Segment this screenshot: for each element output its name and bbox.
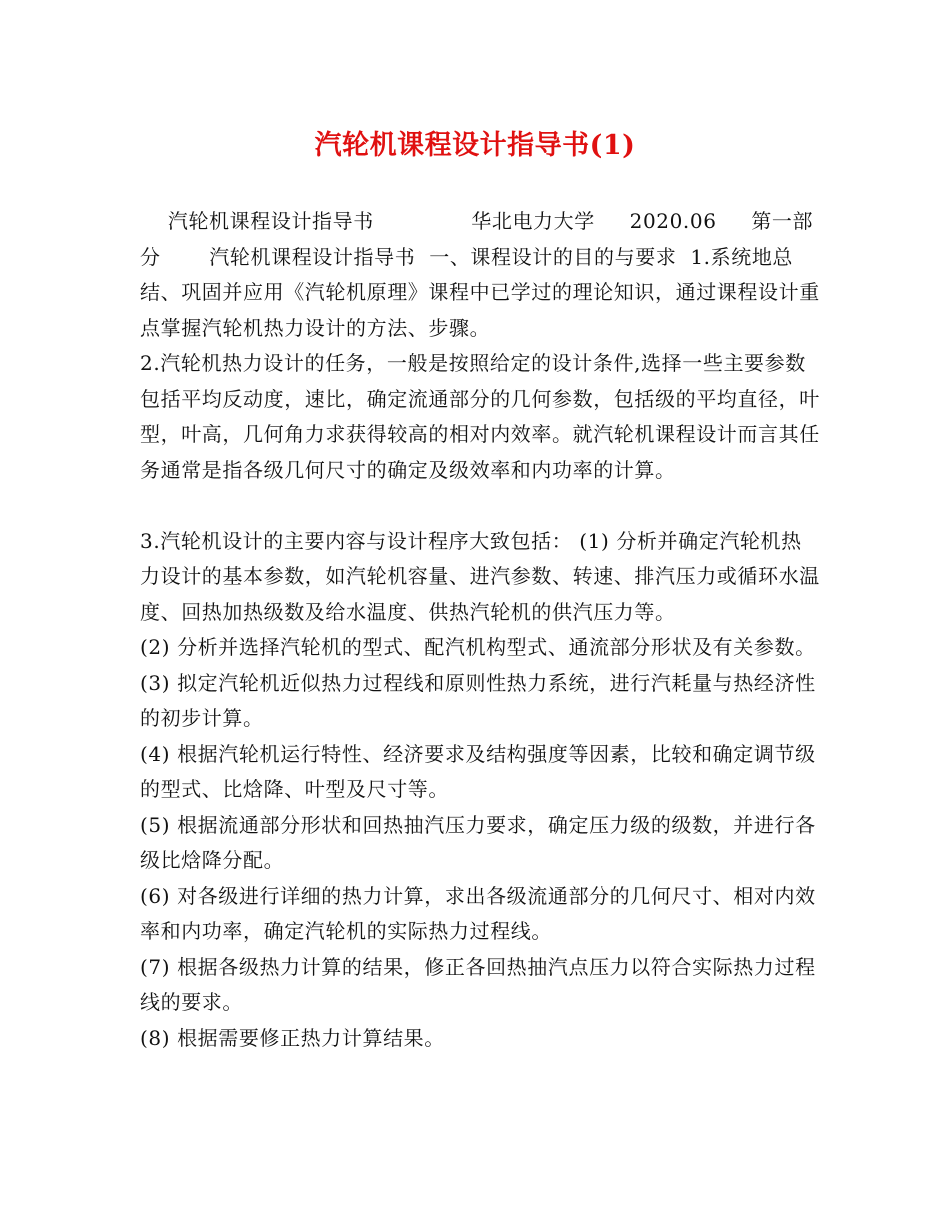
- paragraph-spacer: [140, 488, 820, 524]
- document-title: 汽轮机课程设计指导书(1): [314, 130, 636, 161]
- list-item-2: (2) 分析并选择汽轮机的型式、配汽机构型式、通流部分形状及有关参数。: [140, 635, 816, 659]
- paragraph-intro: 汽轮机课程设计指导书 华北电力大学 2020.06 第一部分 汽轮机课程设计指导书 一、课程设计的目的与要求 1.系统地总结、巩固并应用《汽轮机原理》课程中已学过的理论知识，通过课程设计重点掌握汽轮机热力设计的方法、步骤。: [140, 209, 820, 340]
- paragraph-design-content: 3.汽轮机设计的主要内容与设计程序大致包括： (1) 分析并确定汽轮机热力设计的基本参数，如汽轮机容量、进汽参数、转速、排汽压力或循环水温度、回热加热级数及给水温度、供热汽轮机的供汽压力等。: [140, 528, 820, 624]
- list-item-7: (7) 根据各级热力计算的结果，修正各回热抽汽点压力以符合实际热力过程线的要求。: [140, 954, 816, 1014]
- list-item-3: (3) 拟定汽轮机近似热力过程线和原则性热力系统，进行汽耗量与热经济性的初步计算。: [140, 670, 816, 730]
- list-item-4: (4) 根据汽轮机运行特性、经济要求及结构强度等因素，比较和确定调节级的型式、比焓降、叶型及尺寸等。: [140, 741, 816, 801]
- list-item-8: (8) 根据需要修正热力计算结果。: [140, 1025, 445, 1050]
- document-body: [140, 204, 820, 1056]
- paragraph-design-task: 2.汽轮机热力设计的任务，一般是按照给定的设计条件,选择一些主要参数包括平均反动度，速比，确定流通部分的几何参数，包括级的平均直径，叶型，叶高，几何角力求获得较高的相对内效率。就汽轮机课程设计而言其任务通常是指各级几何尺寸的确定及级效率和内功率的计算。: [140, 351, 820, 482]
- list-item-6: (6) 对各级进行详细的热力计算，求出各级流通部分的几何尺寸、相对内效率和内功率，确定汽轮机的实际热力过程线。: [140, 883, 816, 943]
- list-item-5: (5) 根据流通部分形状和回热抽汽压力要求，确定压力级的级数，并进行各级比焓降分配。: [140, 812, 816, 872]
